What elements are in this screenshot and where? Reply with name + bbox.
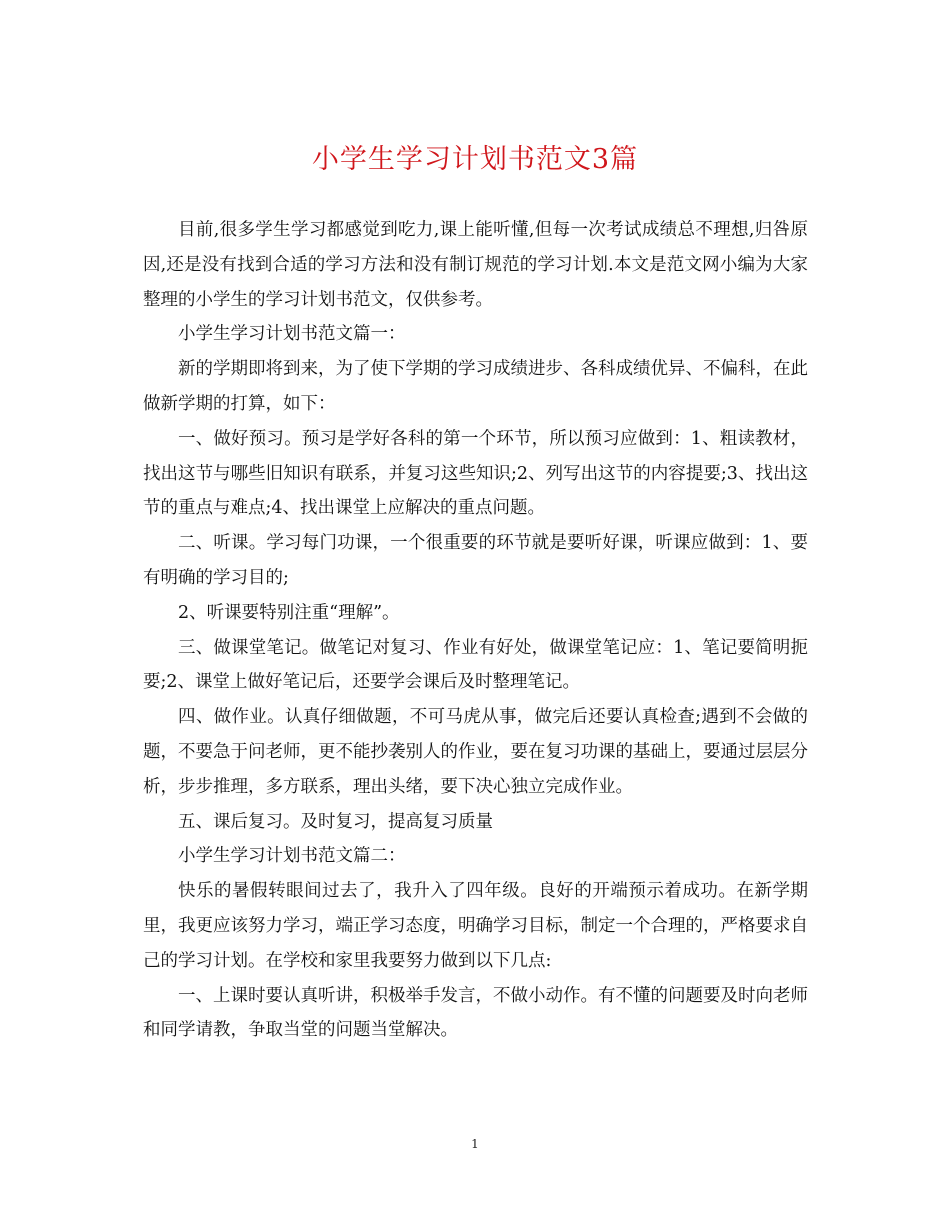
section-heading-one: 小学生学习计划书范文篇一： xyxy=(178,324,406,345)
intro-paragraph: 目前,很多学生学习都感觉到吃力,课上能听懂,但每一次考试成绩总不理想,归咎原因,还是没有找到合适的学习方法和没有制订规范的学习计划.本文是范文网小编为大家整理的小学生的学习计划书范文，仅供参考。 xyxy=(143,220,808,310)
paragraph: 五、课后复习。及时复习，提高复习质量 xyxy=(178,811,493,832)
paragraph: 三、做课堂笔记。做笔记对复习、作业有好处，做课堂笔记应：1、笔记要简明扼要;2、课堂上做好笔记后，还要学会课后及时整理笔记。 xyxy=(143,637,808,693)
paragraph: 新的学期即将到来，为了使下学期的学习成绩进步、各科成绩优异、不偏科，在此做新学期的打算，如下： xyxy=(143,359,808,414)
document-body xyxy=(143,213,808,1048)
paragraph: 一、上课时要认真听讲，积极举手发言，不做小动作。有不懂的问题要及时向老师和同学请教，争取当堂的问题当堂解决。 xyxy=(143,985,808,1041)
paragraph: 2、听课要特别注重“理解”。 xyxy=(178,602,400,623)
document-title: 小学生学习计划书范文3篇 xyxy=(311,144,639,175)
paragraph: 一、做好预习。预习是学好各科的第一个环节，所以预习应做到：1、粗读教材，找出这节与哪些旧知识有联系，并复习这些知识;2、列写出这节的内容提要;3、找出这节的重点与难点;4、找出课堂上应解决的重点问题。 xyxy=(143,428,808,519)
section-heading-two: 小学生学习计划书范文篇二： xyxy=(178,846,406,867)
page-number: 1 xyxy=(471,1137,479,1151)
paragraph: 四、做作业。认真仔细做题，不可马虎从事，做完后还要认真检查;遇到不会做的题，不要急于问老师，更不能抄袭别人的作业，要在复习功课的基础上，要通过层层分析，步步推理，多方联系，理出头绪，要下决心独立完成作业。 xyxy=(143,707,808,797)
paragraph: 快乐的暑假转眼间过去了，我升入了四年级。良好的开端预示着成功。在新学期里，我更应该努力学习，端正学习态度，明确学习目标，制定一个合理的，严格要求自己的学习计划。在学校和家里我要努力做到以下几点: xyxy=(143,881,808,971)
paragraph: 二、听课。学习每门功课，一个很重要的环节就是要听好课，听课应做到：1、要有明确的学习目的; xyxy=(143,533,808,588)
